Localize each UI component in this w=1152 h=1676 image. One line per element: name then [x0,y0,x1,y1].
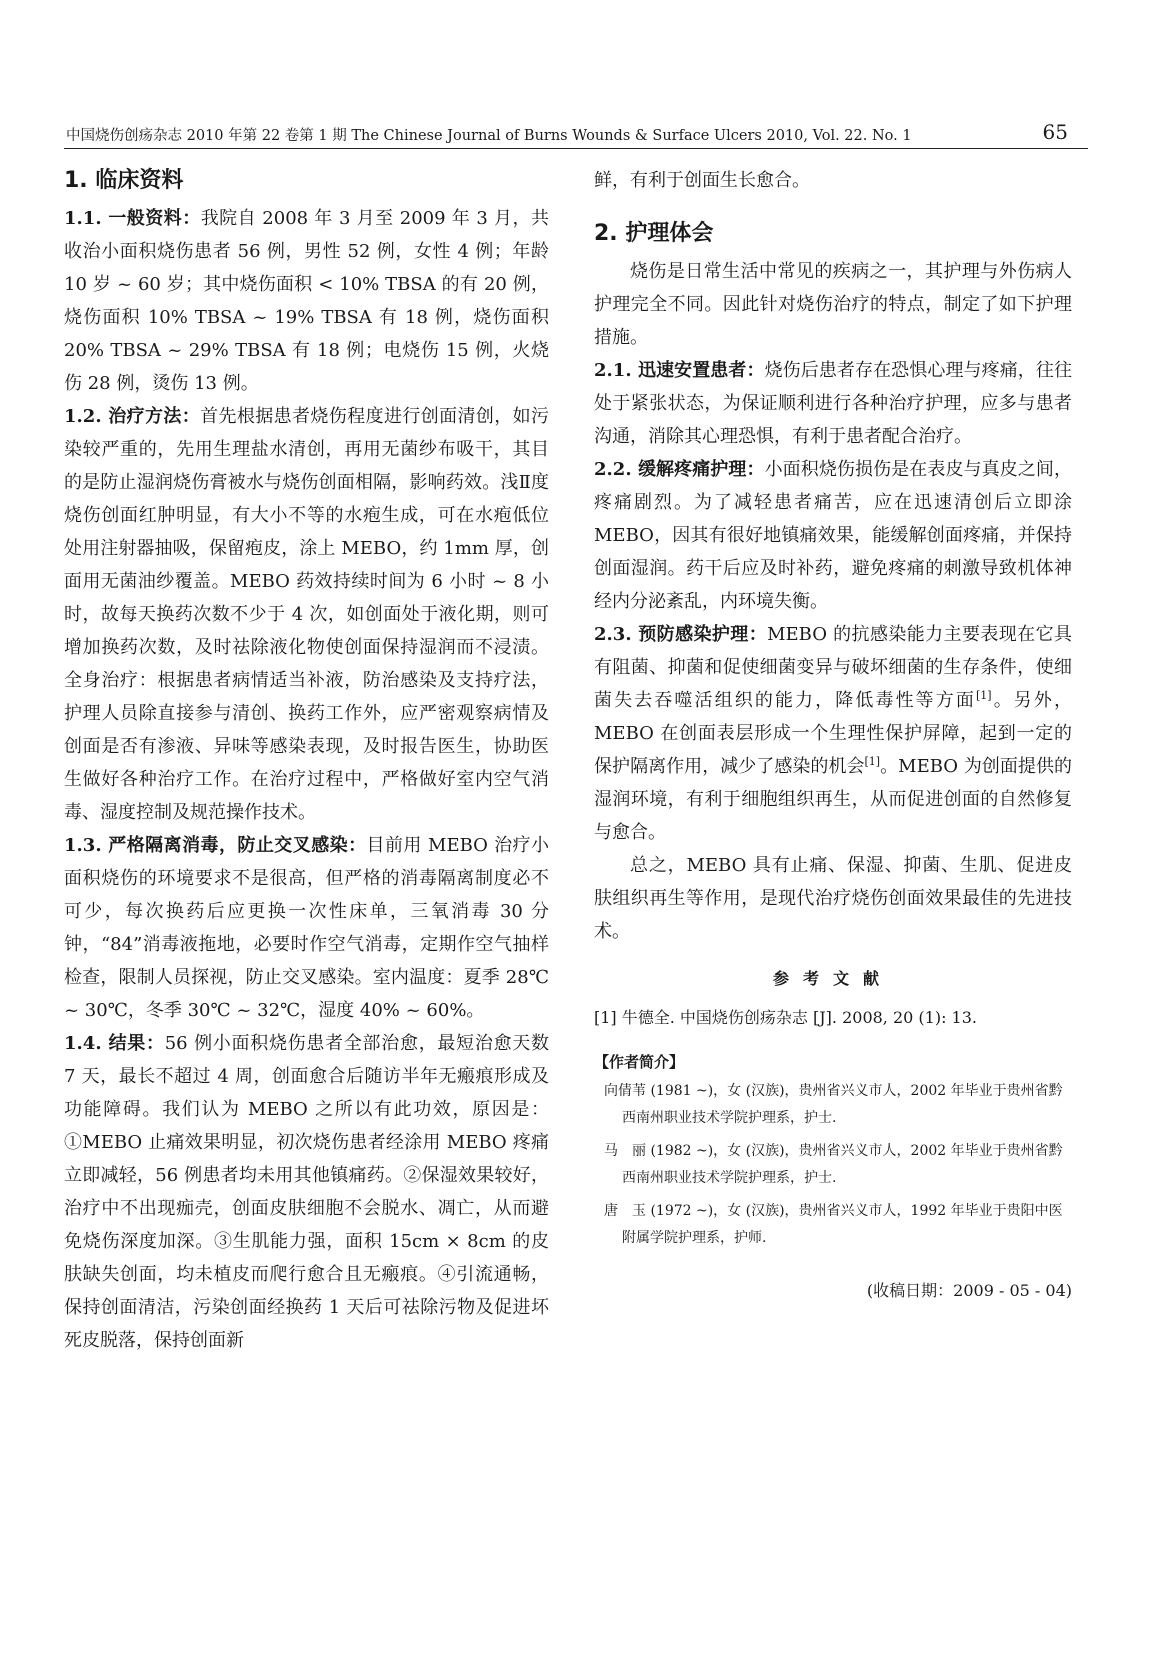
para-2-3 [594,618,1072,849]
para-1-1 [64,202,549,400]
running-header [64,120,1088,149]
left-column [64,164,549,1357]
author-item: 唐 玉 (1972 ~)，女 (汉族)，贵州省兴义市人，1992 年毕业于贵阳中医附属学院护理系，护师. [604,1203,1063,1246]
author-item: 马 丽 (1982 ~)，女 (汉族)，贵州省兴义市人，2002 年毕业于贵州省黔西南州职业技术学院护理系，护士. [604,1143,1063,1186]
subheading-1-2: 1.2. 治疗方法： [64,406,201,427]
text-1-1: 我院自 2008 年 3 月至 2009 年 3 月，共收治小面积烧伤患者 56 例，男性 52 例，女性 4 例；年龄 10 岁 ~ 60 岁；其中烧伤面积 < 10% TBSA 的有 20 例，烧伤面积 10% TBSA ~ 19% TBSA 有 18 例，烧伤面积 20% TBSA ~ 29% TBSA 有 18 例；电烧伤 15 例，火烧伤 28 例，烫伤 13 例。 [64,208,549,394]
page-number: 65 [1042,120,1068,144]
text-1-2: 首先根据患者烧伤程度进行创面清创，如污染较严重的，先用生理盐水清创，再用无菌纱布吸干，其目的是防止湿润烧伤膏被水与烧伤创面相隔，影响药效。浅Ⅱ度烧伤创面红肿明显，有大小不等的水疱生成，可在水疱低位处用注射器抽吸，保留疱皮，涂上 MEBO，约 1mm 厚，创面用无菌油纱覆盖。MEBO 药效持续时间为 6 小时 ~ 8 小时，故每天换药次数不少于 4 次，如创面处于液化期，则可增加换药次数，及时祛除液化物使创面保持湿润而不浸渍。全身治疗：根据患者病情适当补液，防治感染及支持疗法，护理人员除直接参与清创、换药工作外，应严密观察病情及创面是否有渗液、异味等感染表现，及时报告医生，协助医生做好各种治疗工作。在治疗过程中，严格做好室内空气消毒、湿度控制及规范操作技术。 [64,406,549,823]
subheading-2-2: 2.2. 缓解疼痛护理： [594,459,765,480]
para-2-2 [594,453,1072,618]
text-1-3: 目前用 MEBO 治疗小面积烧伤的环境要求不是很高，但严格的消毒隔离制度必不可少，每次换药后应更换一次性床单，三氧消毒 30 分钟，“84”消毒液拖地，必要时作空气消毒，定期作空气抽样检查，限制人员探视，防止交叉感染。室内温度：夏季 28℃ ~ 30℃，冬季 30℃ ~ 32℃，湿度 40% ~ 60%。 [64,835,549,1021]
para-conclusion: 总之，MEBO 具有止痛、保湿、抑菌、生肌、促进皮肤组织再生等作用，是现代治疗烧伤创面效果最佳的先进技术。 [594,855,1072,942]
text-2-3a: MEBO 的抗感染能力主要表现在它具有阻菌、抑菌和促使细菌变异与破坏细菌的生存条件，使细菌失去吞噬活组织的能力，降低毒性等方面 [594,624,1072,711]
subheading-2-3: 2.3. 预防感染护理： [594,624,768,645]
section-1-title: 1. 临床资料 [64,168,184,193]
author-item: 向倩苇 (1981 ~)，女 (汉族)，贵州省兴义市人，2002 年毕业于贵州省黔西南州职业技术学院护理系，护士. [604,1083,1063,1126]
para-1-4 [64,1027,549,1357]
references-title: 参考文献 [772,969,893,988]
subheading-2-1: 2.1. 迅速安置患者： [594,360,765,381]
text-2-2: 小面积烧伤损伤是在表皮与真皮之间，疼痛剧烈。为了减轻患者痛苦，应在迅速清创后立即涂 MEBO，因其有很好地镇痛效果，能缓解创面疼痛，并保持创面湿润。药干后应及时补药，避免疼痛的刺激导致机体神经内分泌紊乱，内环境失衡。 [594,459,1072,612]
para-2-intro: 烧伤是日常生活中常见的疾病之一，其护理与外伤病人护理完全不同。因此针对烧伤治疗的特点，制定了如下护理措施。 [594,261,1072,348]
text-2-1: 烧伤后患者存在恐惧心理与疼痛，往往处于紧张状态，为保证顺利进行各种治疗护理，应多与患者沟通，消除其心理恐惧，有利于患者配合治疗。 [594,360,1072,447]
text-2-3c: 。MEBO 为创面提供的湿润环境，有利于细胞组织再生，从而促进创面的自然修复与愈合。 [594,756,1072,843]
citation-marker: [1] [864,755,881,768]
subheading-1-4: 1.4. 结果： [64,1033,165,1054]
subheading-1-1: 1.1. 一般资料： [64,208,201,229]
section-2-title: 2. 护理体会 [594,221,714,246]
reference-item: [1] 牛德全. 中国烧伤创疡杂志 [J]. 2008, 20 (1): 13. [594,1008,978,1027]
subheading-1-3: 1.3. 严格隔离消毒，防止交叉感染： [64,835,367,856]
author-info-title: 【作者简介】 [594,1053,685,1071]
journal-citation: 中国烧伤创疡杂志 2010 年第 22 卷第 1 期 The Chinese Journal of Burns Wounds & Surface Ulcers 2010, Vol. 22. No. 1 [66,128,912,144]
para-1-3 [64,829,549,1027]
text-1-4: 56 例小面积烧伤患者全部治愈，最短治愈天数 7 天，最长不超过 4 周，创面愈合后随访半年无瘢痕形成及功能障碍。我们认为 MEBO 之所以有此功效，原因是：①MEBO 止痛效果明显，初次烧伤患者经涂用 MEBO 疼痛立即减轻，56 例患者均未用其他镇痛药。②保湿效果较好，治疗中不出现痂壳，创面皮肤细胞不会脱水、凋亡，从而避免烧伤深度加深。③生肌能力强，面积 15cm × 8cm 的皮肤缺失创面，均未植皮而爬行愈合且无瘢痕。④引流通畅，保持创面清洁，污染创面经换药 1 天后可祛除污物及促进坏死皮脱落，保持创面新 [64,1033,550,1351]
right-column [594,164,1072,1301]
para-1-4-continued: 鲜，有利于创面生长愈合。 [594,170,810,191]
para-1-2 [64,400,549,829]
received-date: (收稿日期：2009 - 05 - 04) [866,1281,1072,1300]
citation-marker: [1] [976,689,992,702]
text-2-3b: 。另外，MEBO 在创面表层形成一个生理性保护屏障，起到一定的保护隔离作用，减少了感染的机会 [594,690,1073,777]
para-2-1 [594,354,1072,453]
